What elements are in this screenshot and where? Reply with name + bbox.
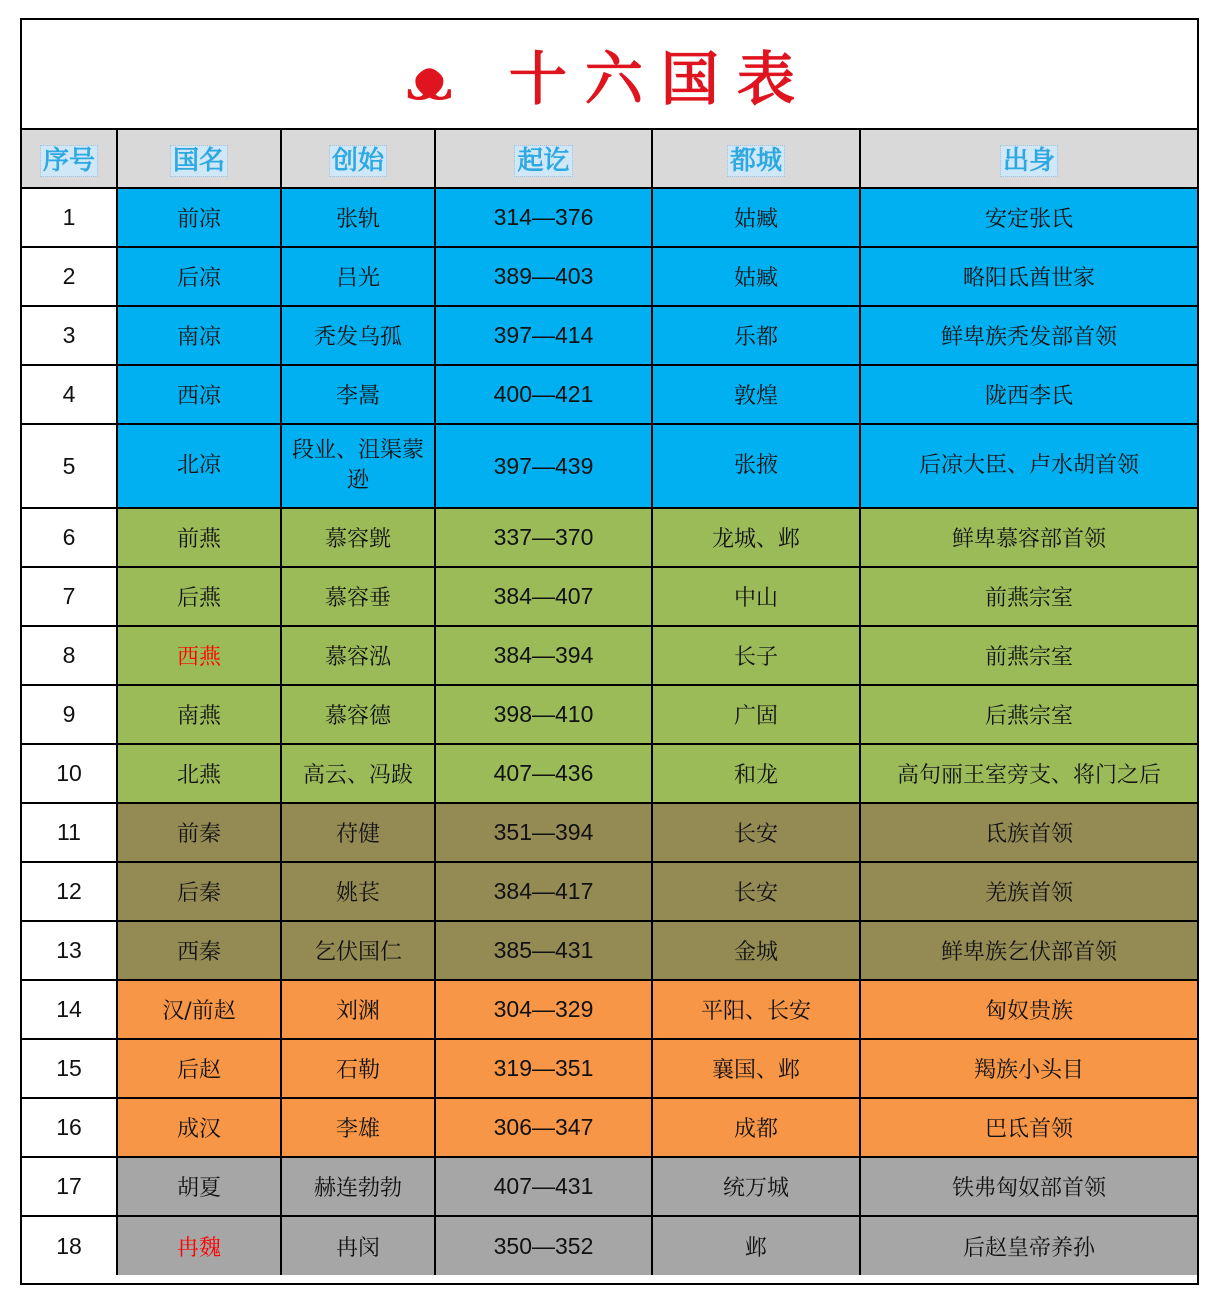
cell-capital: 长安 xyxy=(652,803,860,862)
cell-index: 13 xyxy=(22,921,117,980)
cell-index: 12 xyxy=(22,862,117,921)
cell-founder: 冉闵 xyxy=(281,1216,435,1275)
cell-index: 3 xyxy=(22,306,117,365)
cell-origin: 陇西李氏 xyxy=(860,365,1197,424)
table-row xyxy=(22,921,1197,980)
cell-index: 16 xyxy=(22,1098,117,1157)
header-origin: 出身 xyxy=(860,130,1197,188)
cell-index: 6 xyxy=(22,508,117,567)
cell-capital: 姑臧 xyxy=(652,247,860,306)
cell-years: 350—352 xyxy=(435,1216,652,1275)
cell-years: 400—421 xyxy=(435,365,652,424)
cell-index: 15 xyxy=(22,1039,117,1098)
cell-origin: 后赵皇帝养孙 xyxy=(860,1216,1197,1275)
cell-state: 西秦 xyxy=(117,921,281,980)
cell-state: 西燕 xyxy=(117,626,281,685)
table-row xyxy=(22,1216,1197,1275)
cell-index: 11 xyxy=(22,803,117,862)
cell-index: 18 xyxy=(22,1216,117,1275)
table-row xyxy=(22,247,1197,306)
cell-origin: 鲜卑族秃发部首领 xyxy=(860,306,1197,365)
cell-origin: 安定张氏 xyxy=(860,188,1197,247)
cell-years: 398—410 xyxy=(435,685,652,744)
cell-index: 4 xyxy=(22,365,117,424)
cell-years: 337—370 xyxy=(435,508,652,567)
cell-state: 后凉 xyxy=(117,247,281,306)
cell-origin: 略阳氐酋世家 xyxy=(860,247,1197,306)
cell-founder: 李雄 xyxy=(281,1098,435,1157)
cell-founder: 苻健 xyxy=(281,803,435,862)
cell-capital: 姑臧 xyxy=(652,188,860,247)
cell-capital: 中山 xyxy=(652,567,860,626)
cell-capital: 广固 xyxy=(652,685,860,744)
table-row xyxy=(22,567,1197,626)
cell-capital: 龙城、邺 xyxy=(652,508,860,567)
cell-capital: 襄国、邺 xyxy=(652,1039,860,1098)
cell-years: 351—394 xyxy=(435,803,652,862)
cell-index: 10 xyxy=(22,744,117,803)
cell-index: 17 xyxy=(22,1157,117,1216)
cell-index: 14 xyxy=(22,980,117,1039)
cell-years: 384—407 xyxy=(435,567,652,626)
table-row xyxy=(22,424,1197,508)
cell-origin: 前燕宗室 xyxy=(860,626,1197,685)
cell-origin: 铁弗匈奴部首领 xyxy=(860,1157,1197,1216)
cell-years: 389—403 xyxy=(435,247,652,306)
cell-years: 407—436 xyxy=(435,744,652,803)
cell-founder: 慕容德 xyxy=(281,685,435,744)
cell-capital: 长安 xyxy=(652,862,860,921)
cell-years: 385—431 xyxy=(435,921,652,980)
cell-years: 314—376 xyxy=(435,188,652,247)
cell-capital: 金城 xyxy=(652,921,860,980)
table-row xyxy=(22,188,1197,247)
header-state: 国名 xyxy=(117,130,281,188)
cell-state: 后赵 xyxy=(117,1039,281,1098)
table-row xyxy=(22,365,1197,424)
cell-state: 汉/前赵 xyxy=(117,980,281,1039)
cell-capital: 平阳、长安 xyxy=(652,980,860,1039)
cell-years: 306—347 xyxy=(435,1098,652,1157)
cell-origin: 氐族首领 xyxy=(860,803,1197,862)
cell-state: 冉魏 xyxy=(117,1216,281,1275)
header-index: 序号 xyxy=(22,130,117,188)
cell-origin: 后凉大臣、卢水胡首领 xyxy=(860,424,1197,508)
cell-capital: 敦煌 xyxy=(652,365,860,424)
cell-years: 304—329 xyxy=(435,980,652,1039)
cell-origin: 前燕宗室 xyxy=(860,567,1197,626)
cell-years: 384—417 xyxy=(435,862,652,921)
states-table xyxy=(22,130,1197,1275)
table-row xyxy=(22,803,1197,862)
cell-capital: 张掖 xyxy=(652,424,860,508)
cell-capital: 和龙 xyxy=(652,744,860,803)
cell-origin: 匈奴贵族 xyxy=(860,980,1197,1039)
table-row xyxy=(22,862,1197,921)
page-title: ᴥ 十六国表 xyxy=(406,45,813,113)
cell-state: 北燕 xyxy=(117,744,281,803)
cell-founder: 张轨 xyxy=(281,188,435,247)
cell-index: 5 xyxy=(22,424,117,508)
cell-founder: 慕容垂 xyxy=(281,567,435,626)
cell-state: 南凉 xyxy=(117,306,281,365)
cell-origin: 后燕宗室 xyxy=(860,685,1197,744)
cell-index: 1 xyxy=(22,188,117,247)
cell-founder: 吕光 xyxy=(281,247,435,306)
cell-index: 8 xyxy=(22,626,117,685)
cell-founder: 段业、沮渠蒙逊 xyxy=(281,424,435,508)
cell-founder: 赫连勃勃 xyxy=(281,1157,435,1216)
cell-state: 胡夏 xyxy=(117,1157,281,1216)
cell-state: 北凉 xyxy=(117,424,281,508)
header-years: 起讫 xyxy=(435,130,652,188)
cell-capital: 长子 xyxy=(652,626,860,685)
cell-founder: 石勒 xyxy=(281,1039,435,1098)
cell-capital: 统万城 xyxy=(652,1157,860,1216)
cell-origin: 羯族小头目 xyxy=(860,1039,1197,1098)
cell-state: 后燕 xyxy=(117,567,281,626)
table-row xyxy=(22,685,1197,744)
cell-years: 407—431 xyxy=(435,1157,652,1216)
header-capital: 都城 xyxy=(652,130,860,188)
cell-founder: 乞伏国仁 xyxy=(281,921,435,980)
cell-index: 7 xyxy=(22,567,117,626)
cell-origin: 羌族首领 xyxy=(860,862,1197,921)
cell-state: 前秦 xyxy=(117,803,281,862)
cell-founder: 姚苌 xyxy=(281,862,435,921)
cell-founder: 高云、冯跋 xyxy=(281,744,435,803)
table-row xyxy=(22,1157,1197,1216)
spreadsheet-table xyxy=(20,18,1199,1285)
cell-origin: 巴氐首领 xyxy=(860,1098,1197,1157)
cell-origin: 高句丽王室旁支、将门之后 xyxy=(860,744,1197,803)
cell-state: 后秦 xyxy=(117,862,281,921)
table-row xyxy=(22,744,1197,803)
cell-capital: 邺 xyxy=(652,1216,860,1275)
cell-origin: 鲜卑族乞伏部首领 xyxy=(860,921,1197,980)
cell-state: 南燕 xyxy=(117,685,281,744)
table-row xyxy=(22,980,1197,1039)
cell-years: 384—394 xyxy=(435,626,652,685)
table-row xyxy=(22,306,1197,365)
cell-founder: 李暠 xyxy=(281,365,435,424)
cell-founder: 刘渊 xyxy=(281,980,435,1039)
cell-state: 成汉 xyxy=(117,1098,281,1157)
cell-state: 前凉 xyxy=(117,188,281,247)
cell-founder: 慕容泓 xyxy=(281,626,435,685)
cell-founder: 慕容皝 xyxy=(281,508,435,567)
cell-index: 9 xyxy=(22,685,117,744)
cell-index: 2 xyxy=(22,247,117,306)
header-row xyxy=(22,130,1197,188)
cell-years: 319—351 xyxy=(435,1039,652,1098)
cell-origin: 鲜卑慕容部首领 xyxy=(860,508,1197,567)
table-row xyxy=(22,1098,1197,1157)
cell-state: 前燕 xyxy=(117,508,281,567)
cell-years: 397—414 xyxy=(435,306,652,365)
cell-years: 397—439 xyxy=(435,424,652,508)
cell-founder: 秃发乌孤 xyxy=(281,306,435,365)
table-row xyxy=(22,508,1197,567)
table-row xyxy=(22,626,1197,685)
header-founder: 创始 xyxy=(281,130,435,188)
cell-capital: 乐都 xyxy=(652,306,860,365)
cell-capital: 成都 xyxy=(652,1098,860,1157)
table-row xyxy=(22,1039,1197,1098)
cell-state: 西凉 xyxy=(117,365,281,424)
title-row xyxy=(22,20,1197,130)
